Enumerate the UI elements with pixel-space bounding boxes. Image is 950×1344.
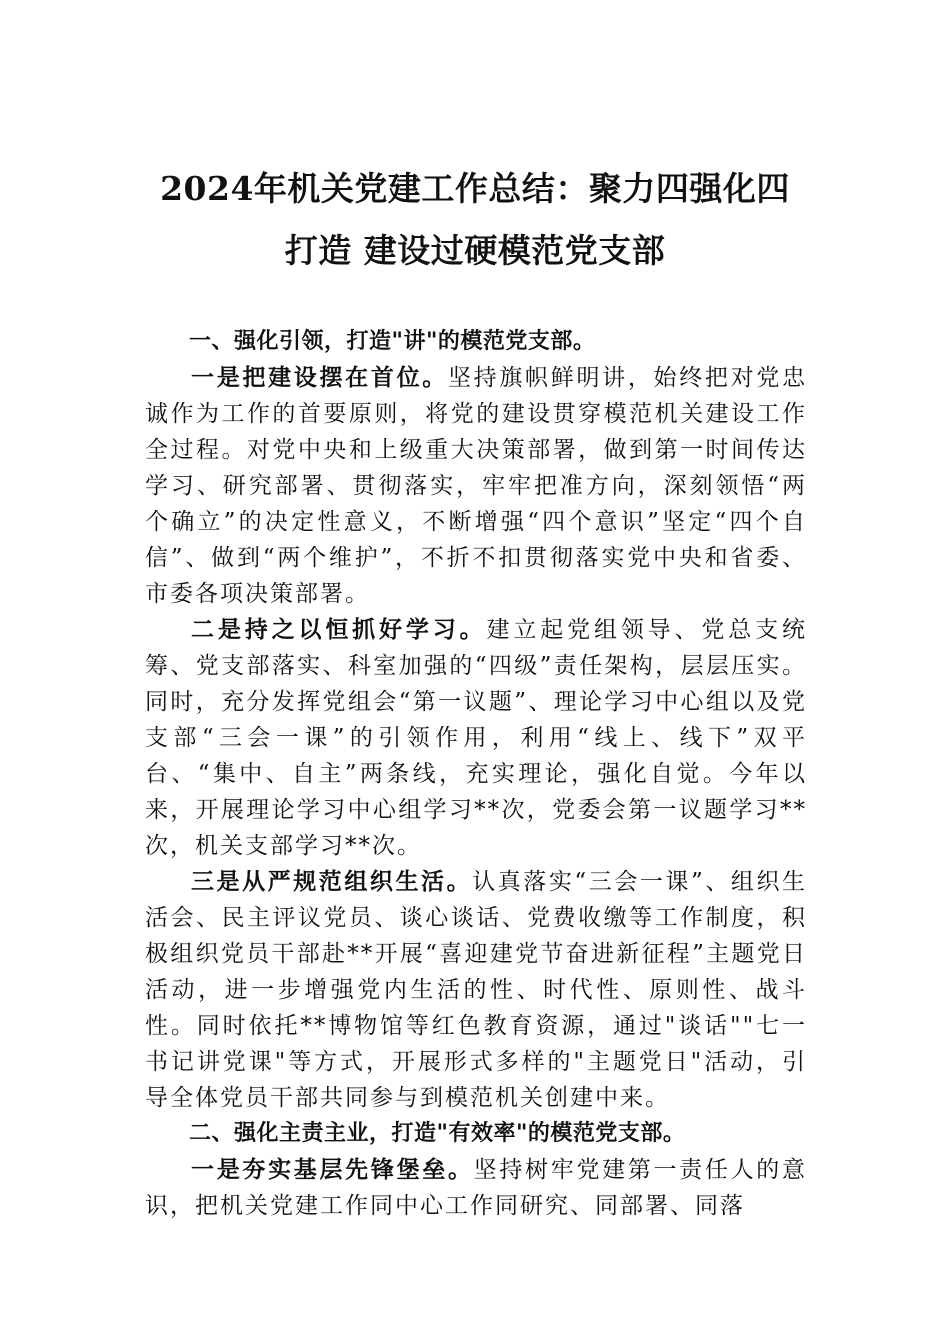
document-title (130, 158, 820, 282)
paragraph-lead: 一是把建设摆在首位。 (191, 365, 448, 391)
document-body (145, 324, 807, 1224)
section-heading-2: 二、强化主责主业，打造"有效率"的模范党支部。 (189, 1121, 686, 1146)
section-heading-1: 一、强化引领，打造"讲"的模范党支部。 (189, 329, 596, 354)
title-line-1: 2024年机关党建工作总结：聚力四强化四 (160, 169, 790, 208)
paragraph-text: 建立起党组领导、党总支统筹、党支部落实、科室加强的“四级”责任架构，层层压实。同时，充分发挥党组会“第一议题”、理论学习中心组以及党支部“三会一课”的引领作用，利用“线上、线下”双平台、“集中、自主”两条线，充实理论，强化自觉。今年以来，开展理论学习中心组学习**次，党委会第一议题学习**次，机关支部学习**次。 (145, 617, 808, 859)
paragraph (145, 360, 807, 612)
paragraph-text: 坚持树牢党建第一责任人的意识，把机关党建工作同中心工作同研究、同部署、同落 (145, 1157, 808, 1219)
paragraph (145, 612, 807, 864)
paragraph-lead: 三是从严规范组织生活。 (191, 869, 473, 895)
paragraph-lead: 一是夯实基层先锋堡垒。 (191, 1157, 474, 1183)
title-line-2: 打造 建设过硬模范党支部 (284, 231, 666, 270)
paragraph (145, 864, 807, 1116)
paragraph-text: 认真落实“三会一课”、组织生活会、民主评议党员、谈心谈话、党费收缴等工作制度，积极组织党员干部赴**开展“喜迎建党节奋进新征程”主题党日活动，进一步增强党内生活的性、时代性、原则性、战斗性。同时依托**博物馆等红色教育资源，通过"谈话""七一书记讲党课"等方式，开展形式多样的"主题党日"活动，引导全体党员干部共同参与到模范机关创建中来。 (145, 869, 807, 1111)
paragraph-text: 坚持旗帜鲜明讲，始终把对党忠诚作为工作的首要原则，将党的建设贯穿模范机关建设工作全过程。对党中央和上级重大决策部署，做到第一时间传达学习、研究部署、贯彻落实，牢牢把准方向，深刻领悟“两个确立”的决定性意义，不断增强“四个意识”坚定“四个自信”、做到“两个维护”，不折不扣贯彻落实党中央和省委、市委各项决策部署。 (145, 365, 808, 607)
paragraph-lead: 二是持之以恒抓好学习。 (191, 617, 487, 643)
paragraph (145, 1152, 807, 1224)
